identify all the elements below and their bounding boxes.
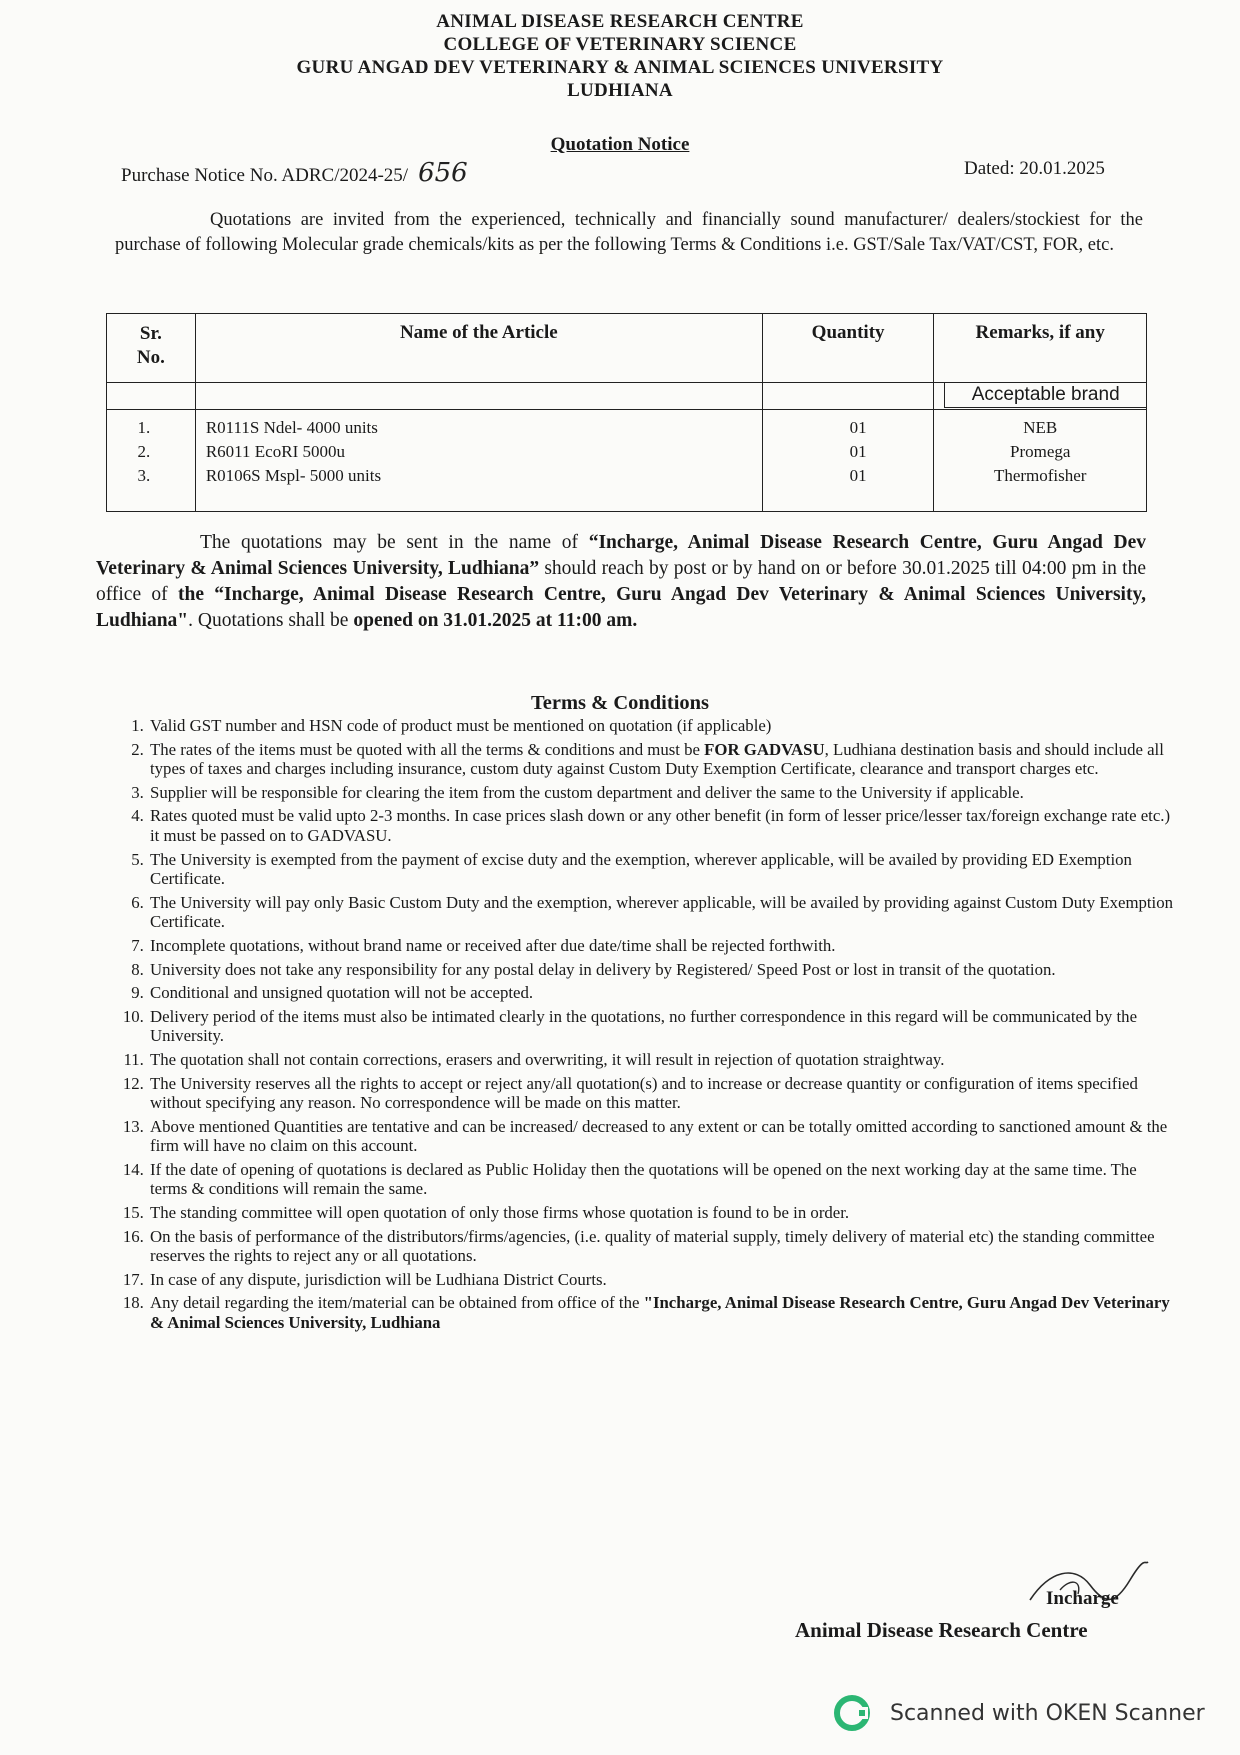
table-row-2-qty: 01 bbox=[849, 442, 867, 461]
term-item: 12. The University reserves all the rights to accept or reject any/all quotation(s) and to increase or decrease quantity or configuration of items specified without specifying any reason. No correspondence will be made on this matter. bbox=[148, 1074, 1178, 1113]
table-subheader-row bbox=[107, 383, 1147, 410]
term-item: 4. Rates quoted must be valid upto 2-3 months. In case prices slash down or any other benefit (in form of lesser price/lesser tax/foreign exchange rate etc.) it must be passed on to GADVASU. bbox=[148, 806, 1178, 845]
letterhead-line-1: ANIMAL DISEASE RESEARCH CENTRE bbox=[436, 11, 804, 32]
header-remarks: Remarks, if any bbox=[934, 314, 1147, 383]
header-quantity: Quantity bbox=[762, 314, 934, 383]
table-row-2-name: R6011 EcoRI 5000u bbox=[205, 442, 345, 461]
article-name-column bbox=[195, 410, 762, 512]
purchase-notice-label: Purchase Notice No. ADRC/2024-25/ bbox=[121, 165, 409, 186]
letterhead-line-4: LUDHIANA bbox=[567, 80, 673, 101]
letterhead-line-3: GURU ANGAD DEV VETERINARY & ANIMAL SCIENCES UNIVERSITY bbox=[296, 57, 944, 78]
articles-table bbox=[106, 313, 1147, 512]
term-item: 14. If the date of opening of quotations is declared as Public Holiday then the quotations will be opened on the next working day at the same time. The terms & conditions will remain the same. bbox=[148, 1160, 1178, 1199]
terms-title: Terms & Conditions bbox=[530, 692, 710, 714]
subheader-empty-sr bbox=[107, 383, 196, 410]
term-item: 6. The University will pay only Basic Custom Duty and the exemption, wherever applicable, will be availed by providing against Custom Duty Exemption Certificate. bbox=[148, 893, 1178, 932]
sr-column bbox=[107, 410, 196, 512]
handwritten-notice-number: 656 bbox=[418, 158, 468, 188]
header-sr-no bbox=[107, 314, 196, 383]
term-item: 16. On the basis of performance of the distributors/firms/agencies, (i.e. quality of material supply, timely delivery of material etc) the standing committee reserves the rights to reject any or all quotations. bbox=[148, 1227, 1178, 1266]
intro-paragraph: Quotations are invited from the experienced, technically and financially sound manufacturer/ dealers/stockiest for the purchase of following Molecular grade chemicals/kits as per the following Terms & Conditions i.e. GST/Sale Tax/VAT/CST, FOR, etc. bbox=[115, 210, 1143, 255]
table-body-row bbox=[107, 410, 1147, 512]
subheader-empty-name bbox=[195, 383, 762, 410]
table-row-1-sr: 1. bbox=[137, 418, 151, 437]
table-row-2-sr: 2. bbox=[137, 442, 151, 461]
submission-office: the “Incharge, Animal Disease Research Centre, Guru Angad Dev Veterinary & Animal Sciences University, Ludhiana" bbox=[96, 584, 1146, 631]
term-item: 11. The quotation shall not contain corrections, erasers and overwriting, it will result in rejection of quotation straightway. bbox=[148, 1050, 1178, 1070]
submission-addressee: “Incharge, Animal Disease Research Centre, Guru Angad Dev Veterinary & Animal Sciences University, Ludhiana” bbox=[96, 532, 1146, 579]
oken-scanner-logo-icon bbox=[832, 1693, 872, 1733]
signatory-office: Animal Disease Research Centre bbox=[795, 1618, 1088, 1642]
remarks-column bbox=[934, 410, 1147, 512]
subheader-remarks-cell bbox=[934, 383, 1147, 410]
letterhead-line-2: COLLEGE OF VETERINARY SCIENCE bbox=[443, 34, 797, 55]
table-header-row bbox=[107, 314, 1147, 383]
table-row-1-name: R0111S Ndel- 4000 units bbox=[205, 418, 378, 437]
table-row-1-qty: 01 bbox=[849, 418, 867, 437]
term-item: 10. Delivery period of the items must also be intimated clearly in the quotations, no further correspondence in this regard will be communicated by the University. bbox=[148, 1007, 1178, 1046]
acceptable-brand-label: Acceptable brand bbox=[944, 382, 1147, 408]
submission-text-2: should reach by post or by hand on or before 30.01.2025 till 04:00 pm in the office of bbox=[96, 558, 1146, 605]
term-item: 9. Conditional and unsigned quotation will not be accepted. bbox=[148, 983, 1178, 1003]
table-row-1-remarks: NEB bbox=[1023, 418, 1058, 437]
table-row-3-name: R0106S Mspl- 5000 units bbox=[205, 466, 382, 485]
subheader-empty-qty bbox=[762, 383, 934, 410]
term-item: 7. Incomplete quotations, without brand name or received after due date/time shall be rejected forthwith. bbox=[148, 936, 1178, 956]
table-row-3-sr: 3. bbox=[137, 466, 151, 485]
terms-list bbox=[118, 716, 1178, 1337]
table-row-3-qty: 01 bbox=[849, 466, 867, 485]
scanner-label: Scanned with OKEN Scanner bbox=[890, 1700, 1205, 1726]
letterhead bbox=[0, 10, 1240, 102]
submission-paragraph bbox=[96, 530, 1146, 634]
header-sr-no-label: Sr. No. bbox=[136, 323, 165, 368]
opening-date: opened on 31.01.2025 at 11:00 am. bbox=[353, 610, 638, 631]
signatory-title: Incharge bbox=[1046, 1588, 1119, 1609]
term-item bbox=[148, 1293, 1178, 1332]
term-2-bold: FOR GADVASU bbox=[704, 739, 825, 759]
notice-title: Quotation Notice bbox=[550, 134, 690, 155]
term-item: 3. Supplier will be responsible for clearing the item from the custom department and deliver the same to the University if applicable. bbox=[148, 783, 1178, 803]
table-row-3-remarks: Thermofisher bbox=[993, 466, 1087, 485]
term-item: 1. Valid GST number and HSN code of product must be mentioned on quotation (if applicable) bbox=[148, 716, 1178, 736]
term-item: 2. The rates of the items must be quoted with all the terms & conditions and must be FOR GADVASU, Ludhiana destination basis and should include all types of taxes and charges including insurance, custom duty against Custom Duty Exemption Certificate, clearance and transport charges etc. bbox=[148, 740, 1178, 779]
term-item: 5. The University is exempted from the payment of excise duty and the exemption, wherever applicable, will be availed by providing ED Exemption Certificate. bbox=[148, 850, 1178, 889]
scanner-watermark bbox=[832, 1693, 1205, 1733]
term-item: 13. Above mentioned Quantities are tentative and can be increased/ decreased to any extent or can be totally omitted according to sanctioned amount & the firm will have no claim on this account. bbox=[148, 1117, 1178, 1156]
quantity-column bbox=[762, 410, 934, 512]
term-18-text: Any detail regarding the item/material can be obtained from office of the bbox=[150, 1293, 644, 1313]
notice-date: Dated: 20.01.2025 bbox=[964, 158, 1105, 179]
term-item: 17. In case of any dispute, jurisdiction will be Ludhiana District Courts. bbox=[148, 1270, 1178, 1290]
purchase-notice-number bbox=[121, 158, 468, 188]
term-item: 8. University does not take any responsibility for any postal delay in delivery by Registered/ Speed Post or lost in transit of the quotation. bbox=[148, 960, 1178, 980]
submission-text-3: . Quotations shall be bbox=[188, 610, 354, 631]
header-article-name: Name of the Article bbox=[195, 314, 762, 383]
table-row-2-remarks: Promega bbox=[1009, 442, 1071, 461]
term-item: 15. The standing committee will open quotation of only those firms whose quotation is found to be in order. bbox=[148, 1203, 1178, 1223]
term-18-bold: "Incharge, Animal Disease Research Centre, Guru Angad Dev Veterinary & Animal Sciences University, Ludhiana bbox=[150, 1293, 1170, 1333]
submission-text-1: The quotations may be sent in the name of bbox=[200, 532, 589, 553]
